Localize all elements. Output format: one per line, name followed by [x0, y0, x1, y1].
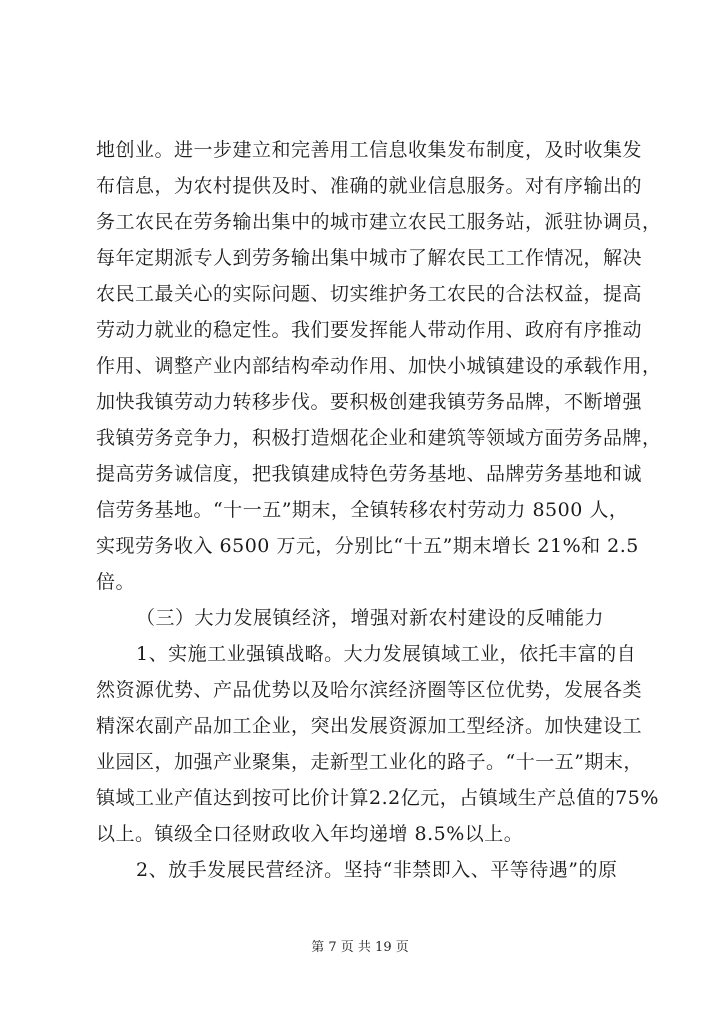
text-line: 倍。 — [96, 571, 136, 593]
text-line: 布信息，为农村提供及时、准确的就业信息服务。对有序输出的 — [96, 175, 643, 197]
paragraph-start-line: 2、放手发展民营经济。坚持“非禁即入、平等待遇”的原 — [136, 859, 618, 881]
text-line: 劳动力就业的稳定性。我们要发挥能人带动作用、政府有序推动 — [96, 319, 643, 341]
text-line: 实现劳务收入 6500 万元，分别比“十五”期末增长 21%和 2.5 — [96, 535, 639, 557]
text-line: 精深农副产品加工企业，突出发展资源加工型经济。加快建设工 — [96, 715, 643, 737]
text-line: 务工农民在劳务输出集中的城市建立农民工服务站，派驻协调员， — [96, 211, 662, 233]
text-line: 镇域工业产值达到按可比价计算2.2亿元，占镇域生产总值的75% — [96, 787, 659, 809]
paragraph-start-line: 1、实施工业强镇战略。大力发展镇域工业，依托丰富的自 — [136, 643, 637, 665]
text-line: 以上。镇级全口径财政收入年均递增 8.5%以上。 — [96, 823, 524, 845]
text-line: 作用、调整产业内部结构牵动作用、加快小城镇建设的承载作用， — [96, 355, 662, 377]
section-heading: （三）大力发展镇经济，增强对新农村建设的反哺能力 — [136, 607, 605, 629]
text-line: 每年定期派专人到劳务输出集中城市了解农民工工作情况，解决 — [96, 247, 643, 269]
text-line: 农民工最关心的实际问题、切实维护务工农民的合法权益，提高 — [96, 283, 643, 305]
text-line: 然资源优势、产品优势以及哈尔滨经济圈等区位优势，发展各类 — [96, 679, 643, 701]
text-line: 提高劳务诚信度，把我镇建成特色劳务基地、品牌劳务基地和诚 — [96, 463, 643, 485]
document-body — [96, 132, 662, 888]
text-line: 加快我镇劳动力转移步伐。要积极创建我镇劳务品牌，不断增强 — [96, 391, 643, 413]
page-number-footer: 第 7 页 共 19 页 — [311, 940, 409, 955]
text-line: 业园区，加强产业聚集，走新型工业化的路子。“十一五”期末， — [96, 751, 643, 773]
text-line: 地创业。进一步建立和完善用工信息收集发布制度，及时收集发 — [96, 139, 643, 161]
text-line: 信劳务基地。“十一五”期末，全镇转移农村劳动力 8500 人， — [96, 499, 629, 521]
text-line: 我镇劳务竞争力，积极打造烟花企业和建筑等领域方面劳务品牌， — [96, 427, 662, 449]
